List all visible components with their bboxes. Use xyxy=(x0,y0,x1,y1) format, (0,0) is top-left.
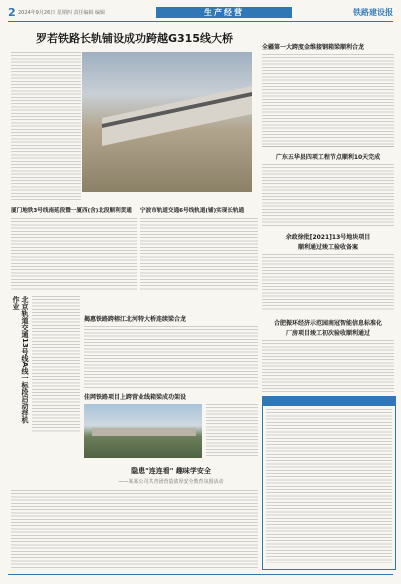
mid-left-body xyxy=(11,218,137,290)
date-line: 2024年9月26日 星期四 责任编辑 编辑 xyxy=(18,10,106,16)
left-vertical-headline: 北京轨道交通13号线A线一标段启动拌机作业 xyxy=(12,296,29,424)
masthead-rule xyxy=(8,21,393,22)
mid-left-headline: 厦门地铁3号线南延段暨一厦西(含)北段顺利贯通 xyxy=(11,208,132,214)
center-lower-body xyxy=(84,326,258,388)
center-lower-headline: 揭惠铁路跨榕江北河特大桥连续梁合龙 xyxy=(84,316,187,323)
bottom-subtitle: ——某某公司共青团营造浓厚安全教育氛围活动 xyxy=(118,479,224,485)
right-bottom-headline-2: 厂房项目竣工初次验收顺利通过 xyxy=(285,330,370,337)
photo-caption-headline: 佳网铁路项目上跨营业线箱梁成功架设 xyxy=(84,394,187,401)
right-bottom-headline: 合肥振环经济示范园南冠智能信息标准化 xyxy=(273,320,382,327)
right-top-body xyxy=(262,54,394,146)
right-mid-rule xyxy=(262,146,394,147)
right-lower-headline: 余政徐批[2021]13号地块项目 xyxy=(285,234,371,241)
bottom-body xyxy=(11,490,258,568)
right-mid-body xyxy=(262,164,394,226)
section-title: 生产经营 xyxy=(204,8,244,17)
right-bottom-body xyxy=(262,340,394,392)
bridge-photo xyxy=(84,404,202,458)
lead-body-left xyxy=(11,52,81,202)
track-bed xyxy=(102,86,252,146)
right-lower-subtitle: 顺利通过竣工验收备案 xyxy=(297,244,358,251)
photo-caption-body xyxy=(206,404,258,458)
footer-rule xyxy=(8,574,393,575)
mid-center-headline: 宁波市轨道交通6号线轨道(铺)实现长轨通 xyxy=(140,208,245,214)
right-mid-headline: 广东五华县四项工程节点顺利10天完成 xyxy=(275,154,381,161)
notice-box xyxy=(262,396,396,570)
left-vertical-body xyxy=(32,296,80,432)
paper-name: 铁路建设报 xyxy=(353,8,393,17)
masthead xyxy=(8,6,393,20)
lead-headline: 罗若铁路长轨铺设成功跨越G315线大桥 xyxy=(36,32,233,45)
bottom-headline: 隐患"连连看" 趣味学安全 xyxy=(131,467,211,475)
section-band xyxy=(156,7,292,18)
right-lower-body xyxy=(262,254,394,310)
mid-center-body xyxy=(140,218,258,290)
notice-body xyxy=(266,409,392,563)
notice-header xyxy=(263,397,395,406)
left-vertical-box xyxy=(11,296,29,426)
page-number: 2 xyxy=(8,6,16,19)
lead-photo xyxy=(82,52,252,192)
bridge-deck xyxy=(92,428,196,436)
right-top-headline: 全疆第一大跨度金维接钢箱梁顺利合龙 xyxy=(262,44,365,51)
